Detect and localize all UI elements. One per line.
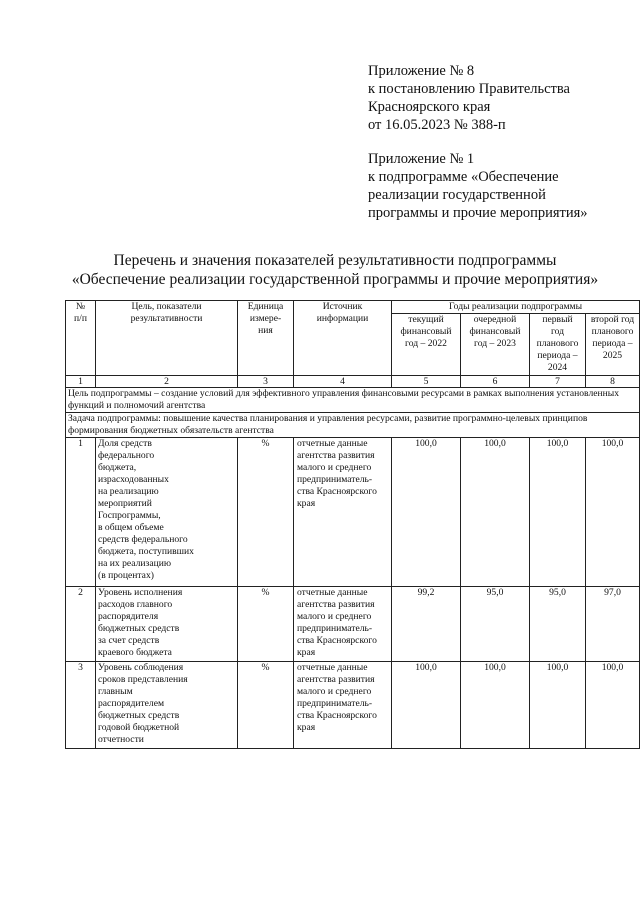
- appendix-8-line-2: к постановлению Правительства: [368, 81, 570, 97]
- subprogram-task: Задача подпрограммы: повышение качества планирования и управления ресурсами, развитие программно-целевых принципов формирования бюджетных обязательств агентства: [66, 413, 640, 438]
- row-number: 2: [66, 587, 96, 662]
- indicator-name: Уровень исполнения расходов главного распорядителя бюджетных средств за счет средств краевого бюджета: [96, 587, 238, 662]
- appendix-1-line-2: к подпрограмме «Обеспечение: [368, 169, 559, 185]
- value-2025: 100,0: [586, 438, 640, 587]
- value-2025: 97,0: [586, 587, 640, 662]
- task-row: [66, 413, 640, 438]
- goal-row: [66, 388, 640, 413]
- header-2024: первый год планового периода – 2024: [530, 314, 586, 376]
- value-2023: 100,0: [461, 662, 530, 749]
- appendix-8-line-3: Красноярского края: [368, 99, 491, 115]
- value-2024: 100,0: [530, 662, 586, 749]
- column-number: 3: [238, 376, 294, 388]
- indicator-name: Уровень соблюдения сроков представления главным распорядителем бюджетных средств годовой бюджетной отчетности: [96, 662, 238, 749]
- header-source: Источник информации: [294, 301, 392, 376]
- value-2024: 100,0: [530, 438, 586, 587]
- indicator-unit: %: [238, 587, 294, 662]
- column-number: 7: [530, 376, 586, 388]
- value-2023: 100,0: [461, 438, 530, 587]
- column-number: 5: [392, 376, 461, 388]
- appendix-1-line-4: программы и прочие мероприятия»: [368, 205, 588, 221]
- document-title-line-2: «Обеспечение реализации государственной программы и прочие мероприятия»: [71, 271, 599, 288]
- header-goal: Цель, показатели результативности: [96, 301, 238, 376]
- table-header-row-1: [66, 301, 640, 314]
- header-2025: второй год планового периода – 2025: [586, 314, 640, 376]
- indicator-unit: %: [238, 438, 294, 587]
- value-2022: 99,2: [392, 587, 461, 662]
- column-number: 1: [66, 376, 96, 388]
- indicator-source: отчетные данные агентства развития малого и среднего предприниматель- ства Красноярского края: [294, 587, 392, 662]
- indicators-table: [65, 300, 640, 749]
- header-num: № п/п: [66, 301, 96, 376]
- indicator-source: отчетные данные агентства развития малого и среднего предприниматель- ства Красноярского края: [294, 438, 392, 587]
- document-title-line-1: Перечень и значения показателей результативности подпрограммы: [113, 252, 557, 269]
- row-number: 1: [66, 438, 96, 587]
- appendix-1-line-3: реализации государственной: [368, 187, 546, 203]
- column-number: 4: [294, 376, 392, 388]
- appendix-8-line-1: Приложение № 8: [368, 63, 475, 79]
- header-2022: текущий финансовый год – 2022: [392, 314, 461, 376]
- row-number: 3: [66, 662, 96, 749]
- value-2025: 100,0: [586, 662, 640, 749]
- appendix-8-line-4: от 16.05.2023 № 388-п: [368, 117, 506, 133]
- document-title: [60, 251, 610, 289]
- column-number: 6: [461, 376, 530, 388]
- appendix-1-line-1: Приложение № 1: [368, 151, 475, 167]
- column-number-row: [66, 376, 640, 388]
- header-years: Годы реализации подпрограммы: [392, 301, 640, 314]
- indicator-source: отчетные данные агентства развития малого и среднего предприниматель- ства Красноярского края: [294, 662, 392, 749]
- table-row: [66, 662, 640, 749]
- table-row: [66, 438, 640, 587]
- value-2022: 100,0: [392, 438, 461, 587]
- appendix-8-header: [368, 62, 570, 134]
- header-2023: очередной финансовый год – 2023: [461, 314, 530, 376]
- subprogram-goal: Цель подпрограммы – создание условий для эффективного управления финансовыми ресурсами в рамках выполнения установленных функций и полномочий агентства: [66, 388, 640, 413]
- table-row: [66, 587, 640, 662]
- column-number: 2: [96, 376, 238, 388]
- value-2022: 100,0: [392, 662, 461, 749]
- value-2023: 95,0: [461, 587, 530, 662]
- indicator-name: Доля средств федерального бюджета, израсходованных на реализацию мероприятий Госпрограммы, в общем объеме средств федерального бюджета, поступивших на их реализацию (в процентах): [96, 438, 238, 587]
- indicator-unit: %: [238, 662, 294, 749]
- column-number: 8: [586, 376, 640, 388]
- value-2024: 95,0: [530, 587, 586, 662]
- appendix-1-header: [368, 150, 588, 222]
- header-unit: Единица измере- ния: [238, 301, 294, 376]
